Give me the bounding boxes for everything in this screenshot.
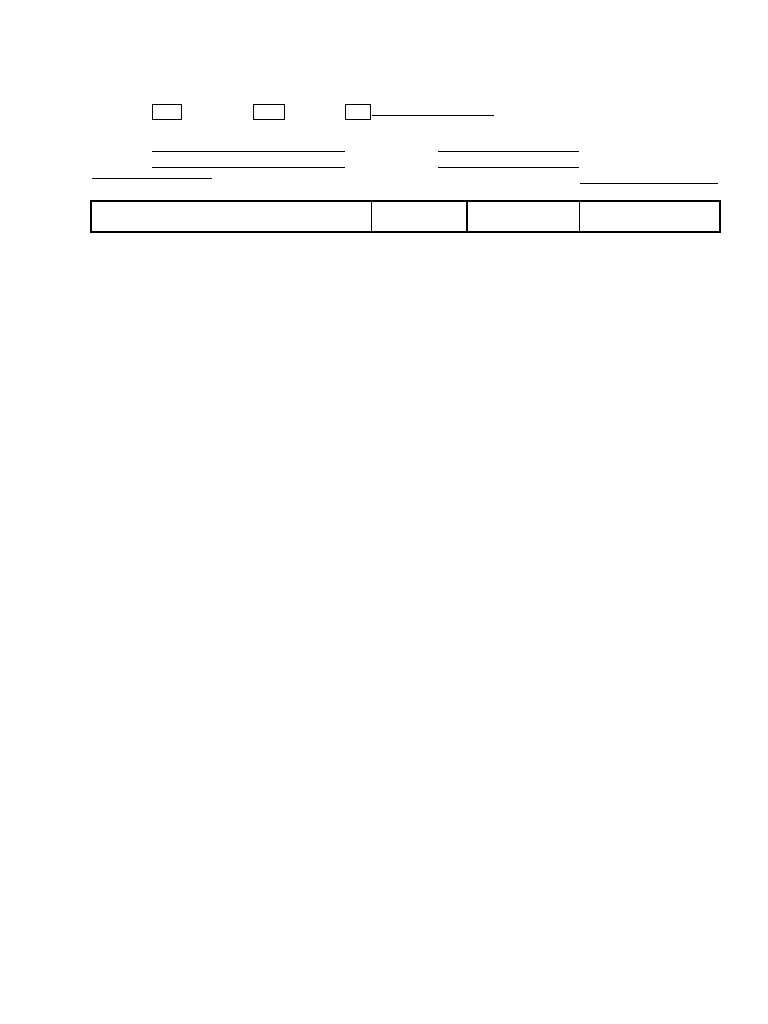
others-specify-line[interactable] <box>372 115 494 116</box>
process-header <box>91 201 371 232</box>
designation-field[interactable] <box>580 183 718 184</box>
school-field[interactable] <box>152 151 345 152</box>
person-header <box>579 201 720 232</box>
period-field[interactable] <box>152 167 345 168</box>
sbfp-checkbox[interactable] <box>253 104 285 120</box>
district-field[interactable] <box>438 151 579 152</box>
person-accountable-field[interactable] <box>92 178 212 179</box>
person-accountable-label <box>92 171 212 182</box>
others-checkbox[interactable] <box>345 104 371 120</box>
amount-field[interactable] <box>438 167 579 168</box>
date-header <box>371 201 467 232</box>
mooe-checkbox[interactable] <box>152 104 182 120</box>
note-text <box>92 686 572 703</box>
others-label <box>372 104 494 120</box>
remarks-header <box>467 201 579 232</box>
tracking-table <box>90 200 721 233</box>
table-header-row <box>91 201 720 232</box>
